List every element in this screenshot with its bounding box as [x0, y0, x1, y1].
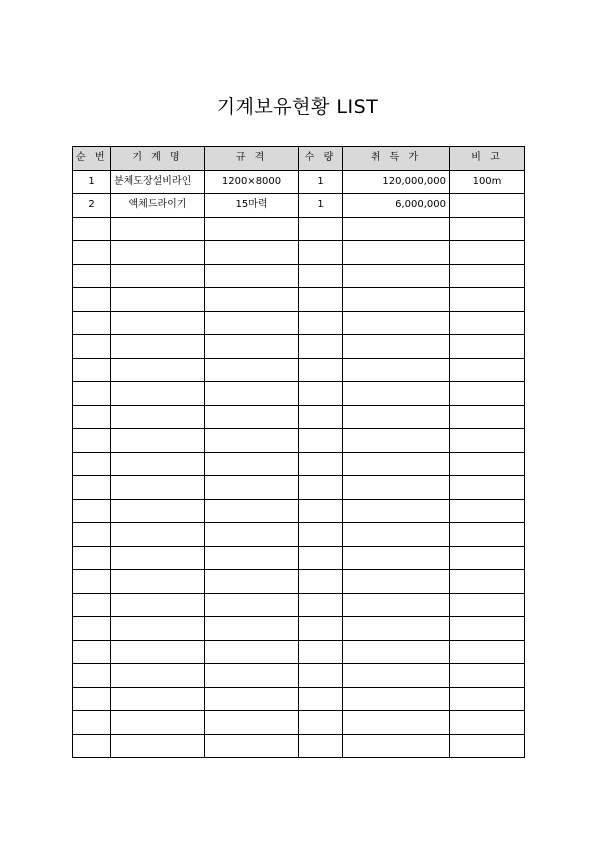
- cell-seq-empty: [73, 523, 111, 547]
- cell-machine-name-empty: [111, 452, 205, 476]
- cell-quantity: 1: [299, 170, 343, 194]
- cell-acquisition-price-empty: [343, 429, 450, 453]
- cell-acquisition-price-empty: [343, 288, 450, 312]
- cell-remarks-empty: [450, 452, 525, 476]
- cell-acquisition-price-empty: [343, 452, 450, 476]
- table-row-empty: [73, 499, 525, 523]
- page-title: 기계보유현황 LIST: [216, 96, 379, 118]
- table-row-empty: [73, 264, 525, 288]
- cell-seq-empty: [73, 664, 111, 688]
- cell-machine-name-empty: [111, 664, 205, 688]
- cell-machine-name-empty: [111, 711, 205, 735]
- cell-remarks-empty: [450, 335, 525, 359]
- cell-acquisition-price-empty: [343, 734, 450, 758]
- header-machine-name: 기 계 명: [111, 147, 205, 171]
- cell-quantity-empty: [299, 617, 343, 641]
- cell-remarks-empty: [450, 523, 525, 547]
- header-seq: 순 번: [73, 147, 111, 171]
- cell-seq-empty: [73, 311, 111, 335]
- table-row-empty: [73, 429, 525, 453]
- cell-quantity: 1: [299, 194, 343, 218]
- cell-machine-name-empty: [111, 593, 205, 617]
- cell-quantity-empty: [299, 288, 343, 312]
- cell-quantity-empty: [299, 711, 343, 735]
- cell-remarks-empty: [450, 499, 525, 523]
- cell-spec-empty: [205, 335, 299, 359]
- cell-machine-name: 분체도장설비라인: [111, 170, 205, 194]
- cell-remarks-empty: [450, 405, 525, 429]
- header-remarks: 비 고: [450, 147, 525, 171]
- cell-machine-name-empty: [111, 358, 205, 382]
- cell-spec-empty: [205, 476, 299, 500]
- cell-machine-name-empty: [111, 687, 205, 711]
- cell-machine-name-empty: [111, 640, 205, 664]
- cell-machine-name-empty: [111, 405, 205, 429]
- cell-seq: 1: [73, 170, 111, 194]
- table-row-empty: [73, 405, 525, 429]
- cell-seq-empty: [73, 288, 111, 312]
- cell-acquisition-price-empty: [343, 617, 450, 641]
- cell-seq-empty: [73, 382, 111, 406]
- cell-remarks-empty: [450, 476, 525, 500]
- cell-machine-name-empty: [111, 734, 205, 758]
- cell-acquisition-price-empty: [343, 499, 450, 523]
- cell-remarks-empty: [450, 241, 525, 265]
- machine-list-table: [72, 146, 525, 758]
- cell-acquisition-price-empty: [343, 640, 450, 664]
- cell-quantity-empty: [299, 217, 343, 241]
- cell-acquisition-price-empty: [343, 711, 450, 735]
- cell-spec-empty: [205, 734, 299, 758]
- cell-acquisition-price-empty: [343, 570, 450, 594]
- cell-spec-empty: [205, 640, 299, 664]
- cell-spec-empty: [205, 711, 299, 735]
- cell-remarks-empty: [450, 687, 525, 711]
- cell-quantity-empty: [299, 264, 343, 288]
- cell-machine-name-empty: [111, 241, 205, 265]
- header-acquisition-price: 취 득 가: [343, 147, 450, 171]
- cell-remarks-empty: [450, 288, 525, 312]
- cell-spec-empty: [205, 288, 299, 312]
- cell-machine-name-empty: [111, 476, 205, 500]
- cell-seq-empty: [73, 358, 111, 382]
- table-row-empty: [73, 546, 525, 570]
- header-spec: 규 격: [205, 147, 299, 171]
- cell-quantity-empty: [299, 570, 343, 594]
- cell-remarks-empty: [450, 382, 525, 406]
- cell-seq-empty: [73, 570, 111, 594]
- cell-acquisition-price-empty: [343, 687, 450, 711]
- cell-seq-empty: [73, 734, 111, 758]
- table-row-empty: [73, 687, 525, 711]
- cell-remarks-empty: [450, 358, 525, 382]
- cell-quantity-empty: [299, 311, 343, 335]
- cell-seq: 2: [73, 194, 111, 218]
- cell-acquisition-price-empty: [343, 311, 450, 335]
- cell-spec-empty: [205, 264, 299, 288]
- table-row-empty: [73, 311, 525, 335]
- cell-acquisition-price-empty: [343, 523, 450, 547]
- cell-quantity-empty: [299, 452, 343, 476]
- cell-quantity-empty: [299, 476, 343, 500]
- cell-acquisition-price-empty: [343, 335, 450, 359]
- cell-acquisition-price-empty: [343, 664, 450, 688]
- cell-remarks-empty: [450, 570, 525, 594]
- cell-spec-empty: [205, 241, 299, 265]
- cell-machine-name: 액체드라이기: [111, 194, 205, 218]
- cell-seq-empty: [73, 217, 111, 241]
- cell-machine-name-empty: [111, 382, 205, 406]
- cell-seq-empty: [73, 476, 111, 500]
- table-row-empty: [73, 241, 525, 265]
- cell-machine-name-empty: [111, 617, 205, 641]
- cell-remarks-empty: [450, 217, 525, 241]
- cell-machine-name-empty: [111, 311, 205, 335]
- cell-remarks-empty: [450, 617, 525, 641]
- cell-machine-name-empty: [111, 217, 205, 241]
- cell-seq-empty: [73, 429, 111, 453]
- table-row-empty: [73, 664, 525, 688]
- table-row-empty: [73, 476, 525, 500]
- cell-seq-empty: [73, 546, 111, 570]
- cell-quantity-empty: [299, 593, 343, 617]
- cell-seq-empty: [73, 452, 111, 476]
- cell-quantity-empty: [299, 429, 343, 453]
- cell-spec-empty: [205, 382, 299, 406]
- cell-spec: 1200×8000: [205, 170, 299, 194]
- cell-spec-empty: [205, 311, 299, 335]
- cell-quantity-empty: [299, 546, 343, 570]
- cell-spec-empty: [205, 499, 299, 523]
- header-quantity: 수 량: [299, 147, 343, 171]
- cell-quantity-empty: [299, 382, 343, 406]
- cell-quantity-empty: [299, 734, 343, 758]
- cell-acquisition-price-empty: [343, 476, 450, 500]
- table-row-empty: [73, 217, 525, 241]
- cell-remarks-empty: [450, 711, 525, 735]
- cell-spec-empty: [205, 664, 299, 688]
- cell-remarks-empty: [450, 640, 525, 664]
- cell-quantity-empty: [299, 405, 343, 429]
- cell-spec: 15마력: [205, 194, 299, 218]
- cell-seq-empty: [73, 593, 111, 617]
- cell-spec-empty: [205, 452, 299, 476]
- cell-quantity-empty: [299, 335, 343, 359]
- cell-machine-name-empty: [111, 264, 205, 288]
- table-row-empty: [73, 734, 525, 758]
- cell-remarks-empty: [450, 429, 525, 453]
- cell-remarks: [450, 194, 525, 218]
- cell-spec-empty: [205, 546, 299, 570]
- cell-seq-empty: [73, 711, 111, 735]
- table-row-empty: [73, 711, 525, 735]
- cell-machine-name-empty: [111, 288, 205, 312]
- table-row-empty: [73, 288, 525, 312]
- cell-spec-empty: [205, 358, 299, 382]
- table-row-empty: [73, 593, 525, 617]
- cell-acquisition-price-empty: [343, 241, 450, 265]
- cell-seq-empty: [73, 687, 111, 711]
- table-row-empty: [73, 523, 525, 547]
- cell-acquisition-price-empty: [343, 382, 450, 406]
- cell-remarks-empty: [450, 734, 525, 758]
- cell-spec-empty: [205, 570, 299, 594]
- cell-acquisition-price-empty: [343, 405, 450, 429]
- table-row-empty: [73, 358, 525, 382]
- cell-seq-empty: [73, 499, 111, 523]
- table-row: [73, 194, 525, 218]
- table-row-empty: [73, 570, 525, 594]
- cell-seq-empty: [73, 405, 111, 429]
- cell-machine-name-empty: [111, 570, 205, 594]
- cell-quantity-empty: [299, 664, 343, 688]
- cell-quantity-empty: [299, 358, 343, 382]
- cell-quantity-empty: [299, 687, 343, 711]
- table-row-empty: [73, 640, 525, 664]
- cell-spec-empty: [205, 617, 299, 641]
- cell-acquisition-price-empty: [343, 217, 450, 241]
- cell-spec-empty: [205, 523, 299, 547]
- cell-spec-empty: [205, 687, 299, 711]
- cell-remarks: 100m: [450, 170, 525, 194]
- cell-remarks-empty: [450, 311, 525, 335]
- cell-acquisition-price: 120,000,000: [343, 170, 450, 194]
- cell-acquisition-price-empty: [343, 593, 450, 617]
- cell-machine-name-empty: [111, 546, 205, 570]
- cell-machine-name-empty: [111, 429, 205, 453]
- table-row: [73, 170, 525, 194]
- cell-spec-empty: [205, 593, 299, 617]
- cell-acquisition-price: 6,000,000: [343, 194, 450, 218]
- cell-spec-empty: [205, 217, 299, 241]
- cell-acquisition-price-empty: [343, 264, 450, 288]
- cell-quantity-empty: [299, 523, 343, 547]
- cell-acquisition-price-empty: [343, 546, 450, 570]
- cell-seq-empty: [73, 241, 111, 265]
- cell-spec-empty: [205, 429, 299, 453]
- cell-remarks-empty: [450, 664, 525, 688]
- cell-machine-name-empty: [111, 499, 205, 523]
- cell-remarks-empty: [450, 593, 525, 617]
- table-body: [73, 170, 525, 758]
- table-row-empty: [73, 617, 525, 641]
- cell-seq-empty: [73, 264, 111, 288]
- cell-seq-empty: [73, 640, 111, 664]
- cell-machine-name-empty: [111, 523, 205, 547]
- cell-quantity-empty: [299, 241, 343, 265]
- cell-remarks-empty: [450, 264, 525, 288]
- table-header-row: [73, 147, 525, 171]
- cell-quantity-empty: [299, 640, 343, 664]
- cell-acquisition-price-empty: [343, 358, 450, 382]
- cell-quantity-empty: [299, 499, 343, 523]
- cell-seq-empty: [73, 335, 111, 359]
- cell-machine-name-empty: [111, 335, 205, 359]
- cell-spec-empty: [205, 405, 299, 429]
- cell-seq-empty: [73, 617, 111, 641]
- table-row-empty: [73, 335, 525, 359]
- table-row-empty: [73, 452, 525, 476]
- table-row-empty: [73, 382, 525, 406]
- cell-remarks-empty: [450, 546, 525, 570]
